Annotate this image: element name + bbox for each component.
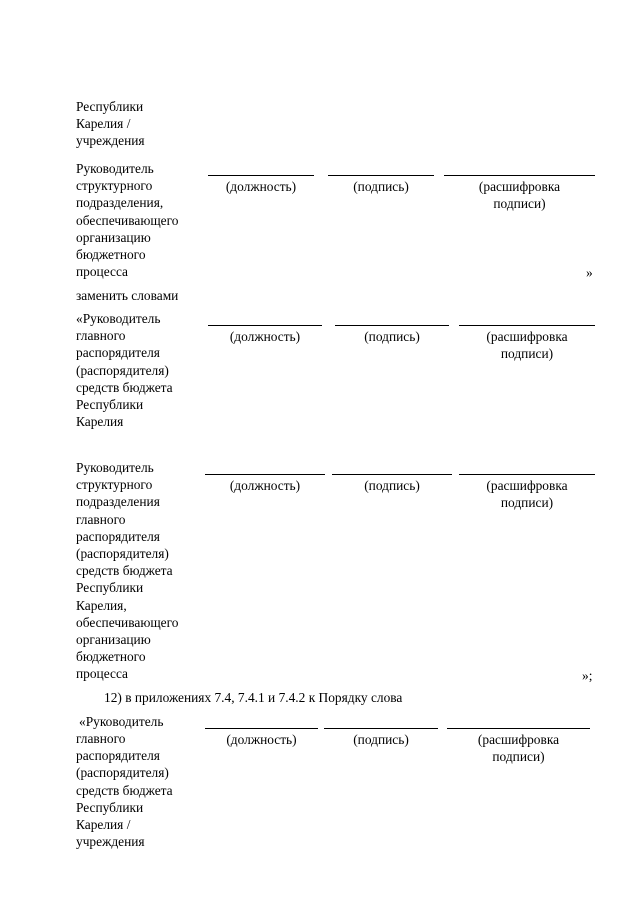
label-line: Карелия, (76, 597, 127, 613)
signature-caption: (подпись) (353, 732, 409, 747)
label-line: средств бюджета (76, 782, 173, 798)
caption-line: подписи) (493, 196, 546, 212)
label-line: процесса (76, 666, 128, 682)
block2-label (76, 160, 206, 280)
label-line: главного (76, 731, 126, 746)
caption-line: (расшифровка (477, 732, 560, 747)
label-line: (распорядителя) (76, 546, 169, 562)
position-caption: (должность) (225, 179, 297, 194)
block5-label (79, 713, 209, 730)
label-line: структурного (76, 178, 153, 194)
signature-caption: (подпись) (353, 179, 409, 194)
label-line: организацию (76, 632, 151, 648)
position-signature-line (205, 474, 325, 475)
decode-caption (459, 477, 595, 511)
decode-caption (459, 328, 595, 362)
label-line: подразделения, (76, 195, 164, 211)
label-line: Республики (76, 397, 144, 413)
label-line: Республики (76, 580, 144, 596)
decode-signature-line (459, 474, 595, 475)
label-line: обеспечивающего (76, 614, 179, 630)
justified-word: средств (76, 563, 120, 579)
label-line: (распорядителя) (76, 765, 169, 781)
label-line: бюджетного (76, 247, 146, 263)
caption-line: (расшифровка (478, 179, 561, 194)
label-line: обеспечивающего (76, 212, 179, 228)
label-line: распорядителя (76, 528, 160, 544)
label-line: «Руководитель (76, 311, 161, 326)
label-line: Карелия / (76, 116, 131, 132)
decode-signature-line (444, 175, 595, 176)
position-caption: (должность) (226, 732, 297, 747)
label-line: «Руководитель (79, 714, 164, 729)
position-signature-line (205, 728, 318, 729)
label-line: распорядителя (76, 748, 160, 764)
decode-signature-line (447, 728, 590, 729)
position-signature-line (208, 175, 314, 176)
closing-quote: » (586, 265, 593, 280)
signature-line (335, 325, 449, 326)
label-line: структурного (76, 477, 153, 493)
caption-line: (расшифровка (486, 329, 568, 344)
caption-line: подписи) (500, 346, 554, 362)
position-caption: (должность) (229, 329, 301, 344)
label-line: организацию (76, 229, 151, 245)
block4-label (76, 459, 206, 683)
caption-line: подписи) (500, 495, 554, 511)
label-line: Карелия (76, 414, 124, 430)
decode-signature-line (459, 325, 595, 326)
block1-label (76, 98, 206, 150)
label-line: бюджетного (76, 649, 146, 665)
item-12-paragraph: 12) в приложениях 7.4, 7.4.1 и 7.4.2 к Порядку слова (104, 690, 403, 705)
replace-text: заменить словами (76, 288, 179, 303)
closing-quote: »; (582, 668, 593, 683)
signature-caption: (подпись) (364, 478, 420, 493)
signature-line (324, 728, 438, 729)
caption-line: (расшифровка (486, 478, 568, 493)
label-line: процесса (76, 264, 128, 280)
label-line: (распорядителя) (76, 362, 169, 378)
label-line: Руководитель (76, 460, 154, 475)
position-signature-line (208, 325, 322, 326)
block5-label-rest (76, 730, 206, 850)
label-line: Республики (76, 799, 144, 815)
label-line: Руководитель (76, 161, 154, 176)
signature-line (332, 474, 452, 475)
position-caption: (должность) (229, 478, 301, 493)
label-line: средств бюджета (76, 379, 173, 395)
caption-line: подписи) (492, 749, 545, 765)
label-line: главного (76, 328, 126, 344)
label-line: учреждения (76, 133, 145, 149)
label-line: главного (76, 511, 126, 527)
label-line-justified (76, 562, 199, 579)
signature-line (328, 175, 434, 176)
justified-word: бюджета (122, 563, 173, 579)
label-line: Республики (76, 99, 144, 114)
decode-caption (444, 178, 595, 212)
block3-label (76, 310, 206, 430)
decode-caption (447, 731, 590, 765)
signature-caption: (подпись) (364, 329, 420, 344)
label-line: учреждения (76, 834, 145, 850)
label-line: распорядителя (76, 345, 160, 361)
label-line: Карелия / (76, 817, 131, 833)
label-line: подразделения (76, 494, 160, 510)
